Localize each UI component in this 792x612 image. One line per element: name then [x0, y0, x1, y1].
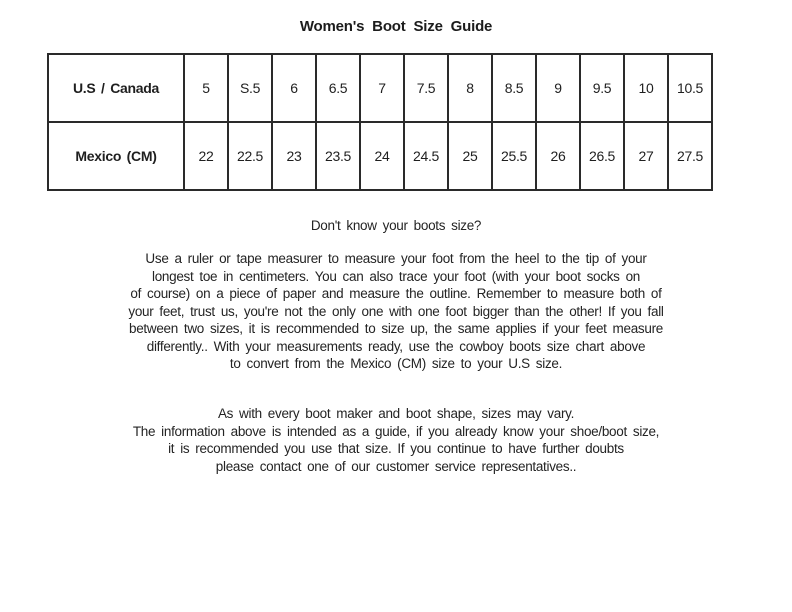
cm-size-cell: 23.5	[316, 122, 360, 190]
cm-size-cell: 22	[184, 122, 228, 190]
paragraph-line: Use a ruler or tape measurer to measure your foot from the heel to the tip of your	[145, 251, 647, 266]
paragraph-line: of course) on a piece of paper and measure the outline. Remember to measure both of	[130, 286, 662, 301]
us-size-cell: 6.5	[316, 54, 360, 122]
cm-size-cell: 23	[272, 122, 316, 190]
cm-size-cell: 25	[448, 122, 492, 190]
paragraph-line: longest toe in centimeters. You can also trace your foot (with your boot socks on	[152, 268, 640, 284]
paragraph-line: differently.. With your measurements ready, use the cowboy boots size chart above	[146, 338, 646, 354]
us-size-cell: 10.5	[668, 54, 712, 122]
paragraph-line: please contact one of our customer service representatives..	[215, 458, 577, 474]
cm-size-cell: 24	[360, 122, 404, 190]
paragraph-line: As with every boot maker and boot shape, sizes may vary.	[217, 406, 575, 421]
us-size-cell: 8	[448, 54, 492, 122]
cm-size-cell: 27.5	[668, 122, 712, 190]
measuring-instructions	[0, 250, 792, 373]
us-size-cell: 7	[360, 54, 404, 122]
us-size-cell: 6	[272, 54, 316, 122]
paragraph-line: it is recommended you use that size. If you continue to have further doubts	[168, 441, 624, 456]
paragraph-line: The information above is intended as a guide, if you already know your shoe/boot size,	[132, 423, 660, 439]
us-size-cell: 9.5	[580, 54, 624, 122]
cm-size-cell: 25.5	[492, 122, 536, 190]
table-row-us-canada	[48, 54, 712, 122]
table-row-mexico-cm	[48, 122, 712, 190]
us-size-cell: 5	[184, 54, 228, 122]
paragraph-line: your feet, trust us, you're not the only one with one foot bigger than the other! If you fall	[128, 303, 664, 319]
paragraph-line: between two sizes, it is recommended to size up, the same applies if your feet measure	[129, 321, 663, 336]
cm-size-cell: 27	[624, 122, 668, 190]
us-size-cell: 7.5	[404, 54, 448, 122]
size-conversion-table	[47, 53, 713, 191]
us-size-cell: 9	[536, 54, 580, 122]
us-size-cell: S.5	[228, 54, 272, 122]
intro-heading: Don't know your boots size?	[310, 218, 482, 233]
cm-size-cell: 24.5	[404, 122, 448, 190]
paragraph-line: to convert from the Mexico (CM) size to your U.S size.	[229, 356, 563, 371]
page-title: Women's Boot Size Guide	[299, 18, 493, 35]
us-size-cell: 10	[624, 54, 668, 122]
row-label-us-canada: U.S / Canada	[48, 54, 184, 122]
cm-size-cell: 26	[536, 122, 580, 190]
us-size-cell: 8.5	[492, 54, 536, 122]
cm-size-cell: 22.5	[228, 122, 272, 190]
disclaimer-text	[0, 405, 792, 475]
row-label-mexico-cm: Mexico (CM)	[48, 122, 184, 190]
cm-size-cell: 26.5	[580, 122, 624, 190]
